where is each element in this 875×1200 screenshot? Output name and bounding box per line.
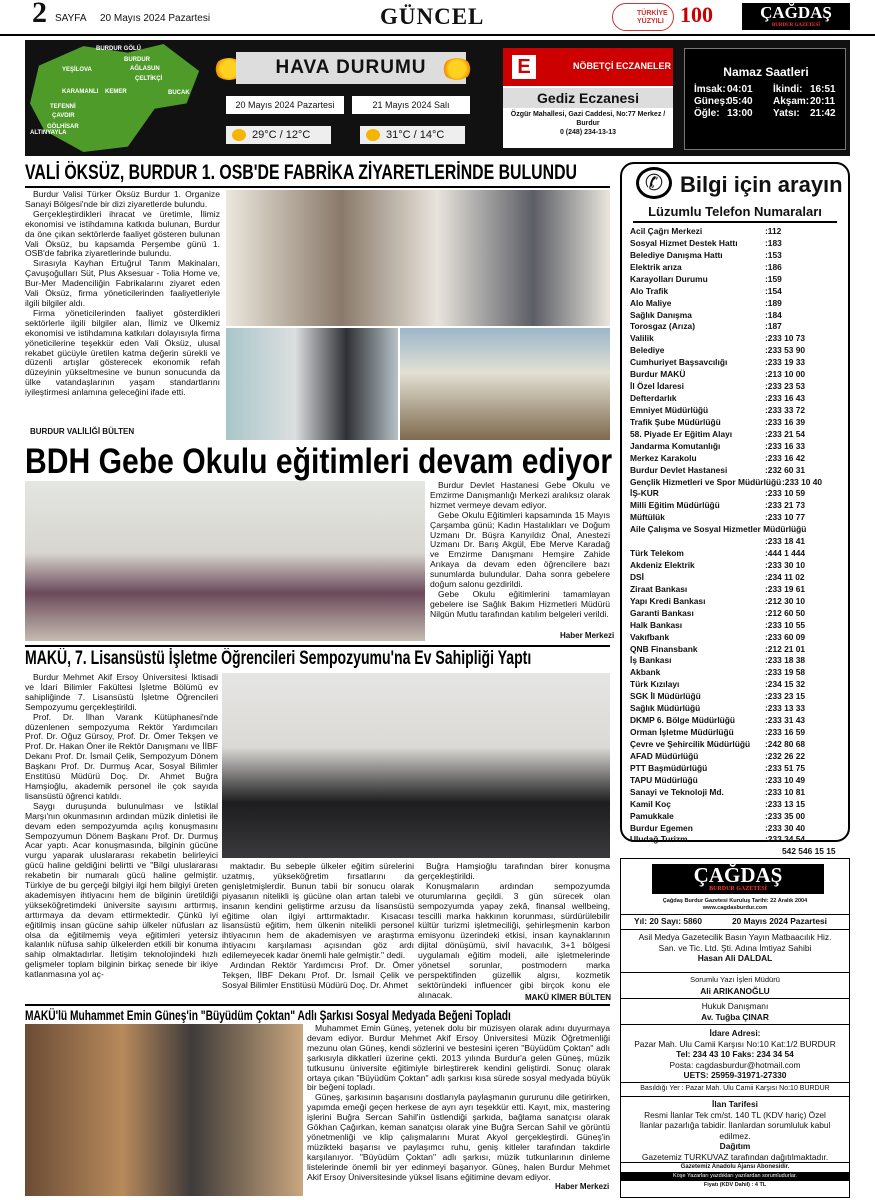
- phone-number: :242 80 68: [765, 738, 806, 749]
- phone-number: :233 19 61: [765, 583, 806, 594]
- phone-number: :183: [765, 237, 782, 248]
- phone-number: :213 10 00: [765, 369, 806, 380]
- phone-number: :233 23 15: [765, 691, 806, 702]
- phone-row: [630, 763, 844, 775]
- phone-number: :233 18 41: [765, 536, 806, 547]
- phone-number: 542 546 15 15: [782, 846, 836, 857]
- phone-label: 58. Piyade Er Eğitim Alayı: [630, 428, 733, 439]
- article-4-headline: MAKÜ'lü Muhammet Emin Güneş'in "Büyüdüm Çoktan" Adlı Şarkısı Sosyal Medyada Beğeni Topladı: [25, 1007, 511, 1023]
- imprint-print: Basıldığı Yer : Pazar Mah. Ulu Camii Karşısı No:10 BURDUR: [620, 1082, 850, 1095]
- phone-label: Acil Çağrı Merkezi: [630, 226, 703, 236]
- turkiye-yuzyili-logo: TÜRKİYE YÜZYILI: [612, 3, 674, 31]
- paragraph: Burdur Valisi Türker Öksüz Burdur 1. Organize Sanayi Bölgesi'nde bir dizi ziyaretlerde bulundu.: [25, 189, 220, 209]
- phone-row: [630, 667, 844, 679]
- article-2-photo-group: [25, 481, 425, 641]
- phone-row: [630, 572, 844, 584]
- phone-label: Cumhuriyet Başsavcılığı: [630, 357, 728, 368]
- phone-row: [630, 417, 844, 429]
- phone-label: Defterdarlık: [630, 393, 677, 404]
- pharmacy-name: Gediz Eczanesi: [503, 88, 673, 108]
- imprint-editor: Ali ARIKANOĞLU: [700, 985, 770, 996]
- phone-row: [630, 238, 844, 250]
- article-1-source: BURDUR VALİLİĞİ BÜLTEN: [30, 427, 135, 436]
- phone-row: [630, 250, 844, 262]
- divider: [25, 1004, 610, 1006]
- phone-number: :233 16 42: [765, 452, 806, 463]
- article-1-photo-factory: [400, 328, 610, 440]
- weather-day-1: 20 Mayıs 2024 Pazartesi: [226, 96, 344, 114]
- phone-row: [630, 608, 844, 620]
- phone-row: [630, 500, 844, 512]
- phone-label: PTT Başmüdürlüğü: [630, 762, 708, 773]
- article-3-source: MAKÜ KİMER BÜLTEN: [525, 993, 612, 1002]
- phone-label: Kamil Koç: [630, 798, 671, 809]
- phone-number: :212 30 10: [765, 595, 806, 606]
- phone-label: Belediye: [630, 345, 665, 356]
- phone-label: Torosgaz (Arıza): [630, 321, 695, 332]
- phone-label: Türk Kızılayı: [630, 679, 680, 690]
- phone-row: [630, 524, 844, 536]
- phone-row: [630, 286, 844, 298]
- phone-number: :233 23 53: [765, 381, 806, 392]
- phone-row: [630, 775, 844, 787]
- phone-label: Müftülük: [630, 512, 665, 523]
- article-3-col-1: [25, 673, 218, 1003]
- phone-row: [630, 751, 844, 763]
- phone-number: :233 16 59: [765, 727, 806, 738]
- phone-label: Sosyal Hizmet Destek Hattı: [630, 237, 738, 248]
- phone-row: [630, 823, 844, 835]
- sun-icon: [366, 129, 380, 141]
- phone-row: [630, 333, 844, 345]
- article-3-col-2: [222, 862, 414, 1004]
- phone-number: :234 11 02: [765, 571, 805, 582]
- phone-number: :233 10 40: [782, 476, 823, 487]
- imprint-email: Posta: cagdasburdur@hotmail.com: [669, 1059, 801, 1070]
- temp-1-text: 29°C / 12°C: [252, 129, 311, 141]
- map-label: ÇAVDIR: [52, 113, 75, 119]
- prayer-time: 21:42: [810, 108, 836, 119]
- paragraph: Saygı duruşunda bulunulması ve İstiklal Marşı'nın okunmasının ardından müzik dinletisi ile devam eden sempozyumda açılış konuşmasını Sempozyumun Dönem Başkanı Prof. Dr. Durmuş Acar yaptı. Acar konuşmasında, bilginin gücüne vurgu yaparak uluslararası rekabetin belirleyici gücü haline geldiğini belirtti ve "Bilgi uluslararası rekabetin bir numaralı gücü haline gelmiştir. Türkiye de bu gerçeği bilgiyi ilgi hem bilgiyi üreten akademisyen ihtiyacını hem de bilginin üretildiği yükseköğretimdeki üniversite sayısını arttırmış, arttırmaya da devam ettirmektedir. Çünkü iyi eğitilmiş insan gücüne sahip ülkeler nüfusları az olsa da eğitilmemiş veya eğitimleri yetersiz kalanlık nüfusa sahip ülkelerden etkili bir konuma sahip olmaktadırlar. İletişim teknolojindeki hızlı gelişmeler toplam bilginin birkaç senede bir ikiye katlanmasına yol aç-: [25, 800, 218, 980]
- phone-row: [630, 298, 844, 310]
- temp-2-text: 31°C / 14°C: [386, 129, 445, 141]
- imprint-issue-date: 20 Mayıs 2024 Pazartesi: [732, 916, 827, 926]
- map-label: AĞLASUN: [130, 66, 160, 72]
- imprint-address-block: [620, 1024, 850, 1084]
- phone-label: Burdur MAKÜ: [630, 369, 686, 380]
- prayer-label: Yatsı:: [773, 108, 800, 119]
- imprint-issue: Yıl: 20 Sayı: 5860: [634, 916, 702, 926]
- imprint-owner: Hasan Ali DALDAL: [697, 953, 773, 964]
- phone-row: [630, 691, 844, 703]
- paragraph: Burdur Devlet Hastanesi Gebe Okulu ve Emzirme Danışmanlığı Merkezi aralıksız olarak hizmet vermeye devam ediyor.: [430, 480, 610, 510]
- phone-row: [630, 739, 844, 751]
- phone-number: :159: [765, 273, 782, 284]
- phone-label: SGK İl Müdürlüğü: [630, 691, 701, 702]
- weather-title: HAVA DURUMU: [236, 52, 466, 84]
- phone-row: [630, 226, 844, 238]
- phone-number: :233 10 59: [765, 488, 806, 499]
- imprint-note: Köşe Yazarları yazdıkları yazılardan sorumludurlar.: [620, 1172, 850, 1181]
- imprint-owner-block: [620, 929, 850, 966]
- map-label: BURDUR: [124, 57, 150, 63]
- page-number: 2: [32, 0, 47, 29]
- phone-row: [630, 477, 844, 489]
- phone-number: :233 34 54: [765, 834, 806, 845]
- phone-number: :233 16 33: [765, 440, 806, 451]
- phone-directory-subtitle: Lüzumlu Telefon Numaraları: [633, 204, 837, 223]
- phone-row: [630, 310, 844, 322]
- phone-label: Alo Maliye: [630, 297, 672, 308]
- prayer-time: 04:01: [727, 84, 753, 95]
- phone-label: Sanayi ve Teknoloji Md.: [630, 786, 724, 797]
- phone-number: :184: [765, 309, 782, 320]
- map-label: YEŞİLOVA: [62, 67, 92, 73]
- 100-yil-logo: 100: [680, 2, 713, 27]
- phone-row: [630, 536, 844, 548]
- phone-label: Merkez Karakolu: [630, 452, 697, 463]
- map-label: ÇELTİKÇİ: [135, 76, 163, 82]
- phone-number: :233 21 54: [765, 428, 806, 439]
- phone-number: :112: [765, 226, 782, 236]
- phone-row: [630, 834, 844, 846]
- phone-number: :187: [765, 321, 782, 332]
- imprint-dist: Gazetemiz TURKUVAZ tarafından dağıtılmaktadır.: [641, 1151, 829, 1162]
- phone-number: :212 21 01: [765, 643, 806, 654]
- phone-number: :233 10 77: [765, 512, 806, 523]
- cagdas-logo-text: ÇAĞDAŞ: [760, 3, 832, 22]
- imprint-ad-block: [620, 1096, 850, 1165]
- phone-label: Belediye Danışma Hattı: [630, 249, 723, 260]
- phone-icon: ✆: [636, 167, 672, 199]
- imprint-web: www.cagdasburdur.com: [702, 905, 768, 911]
- phone-label: Burdur Egemen: [630, 822, 693, 833]
- phone-number: :233 53 90: [765, 345, 806, 356]
- phone-label: İl Özel İdaresi: [630, 381, 684, 392]
- paragraph: maktadır. Bu sebeple ülkeler eğitim sürelerini uzatmış, yükseköğretim fırsatlarını da genişletmişlerdir. Bunun tabii bir sonucu olarak piyasanın nitelikli iş gücüne olan artan talebi ve insanın kendini geliştirme arzusu da lisansüstü eğitime olan ilgiyi arttırmaktadır. Kısacası lisansüstü eğitim, hem ülkenin nitelikli personel ihtiyacının hem de akademisyen ve araştırma ihtiyacını karşılaması açısından göz ardı edilemeyecek kadar önemli hale gelmiştir." dedi.: [222, 861, 414, 961]
- phone-row: [630, 703, 844, 715]
- phone-label: Türk Telekom: [630, 548, 684, 559]
- imprint-editor-label: Sorumlu Yazı İşleri Müdürü: [690, 975, 780, 984]
- weather-day-2: 21 Mayıs 2024 Salı: [352, 96, 470, 114]
- phone-row: [630, 488, 844, 500]
- imprint-issue-row: [620, 914, 850, 928]
- phone-number: :186: [765, 261, 782, 272]
- map-label: GÖLHİSAR: [47, 124, 79, 130]
- phone-label: Uludağ Turizm: [630, 834, 688, 845]
- phone-label: Milli Eğitim Müdürlüğü: [630, 500, 720, 511]
- phone-label: Jandarma Komutanlığı: [630, 440, 721, 451]
- phone-label: Emniyet Müdürlüğü: [630, 404, 709, 415]
- phone-row: [630, 345, 844, 357]
- phone-number: :212 60 50: [765, 607, 806, 618]
- phone-label: Yapı Kredi Bankası: [630, 595, 706, 606]
- phone-row: [630, 321, 844, 333]
- phone-row: [630, 357, 844, 369]
- imprint-phone: Tel: 234 43 10 Faks: 234 34 54: [676, 1049, 794, 1060]
- phone-number: :233 21 73: [765, 500, 806, 511]
- phone-label: Halk Bankası: [630, 619, 683, 630]
- map-label: BURDUR GÖLÜ: [96, 46, 141, 52]
- paragraph: Ardından Rektör Yardımcısı Prof. Dr. Ömer Tekşen, İİBF Dekanı Prof. Dr. İsmail Çelik ve Sosyal Bilimler Enstitüsü Müdürü Doç. Dr. Ahmet: [222, 960, 414, 990]
- map-label: KARAMANLI: [62, 89, 99, 95]
- prayer-label: Güneş:: [694, 96, 729, 107]
- phone-label: Trafik Şube Müdürlüğü: [630, 416, 721, 427]
- map-label: TEFENNİ: [50, 104, 76, 110]
- imprint-legal-block: [620, 998, 850, 1024]
- article-3-headline: MAKÜ, 7. Lisansüstü İşletme Öğrencileri Sempozyumu'na Ev Sahipliği Yaptı: [25, 648, 532, 669]
- phone-number: :444 1 444: [765, 548, 806, 559]
- phone-row: [630, 620, 844, 632]
- phone-row: [630, 441, 844, 453]
- article-1-photo-visit: [226, 328, 398, 440]
- article-3-photo-musicians: [222, 673, 610, 858]
- section-title: GÜNCEL: [380, 4, 485, 29]
- phone-label: TAPU Müdürlüğü: [630, 774, 698, 785]
- phone-row: [630, 405, 844, 417]
- phone-number: :233 60 09: [765, 631, 806, 642]
- phone-number: :233 10 73: [765, 333, 806, 344]
- prayer-time: 13:00: [727, 108, 753, 119]
- phone-number: :233 30 40: [765, 822, 806, 833]
- phone-number: :154: [765, 285, 782, 296]
- weather-temp-2: [360, 126, 465, 144]
- phone-number: :233 13 33: [765, 703, 806, 714]
- prayer-title: Namaz Saatleri: [723, 65, 809, 79]
- prayer-time: 05:40: [727, 96, 753, 107]
- phone-label: Ziraat Bankası: [630, 583, 688, 594]
- article-4-photo-singer: [25, 1024, 303, 1196]
- imprint-legal: Av. Tuğba ÇINAR: [701, 1011, 769, 1022]
- pharmacy-address: [503, 110, 673, 137]
- paragraph: Prof. Dr. İlhan Varank Kütüphanesi'nde düzenlenen sempozyuma Rektör Yardımcıları Prof. Dr. Oğuz Gürsoy, Prof. Dr. Ömer Tekşen ve Prof. Dr. Hakan Öner ile Rektör Danışmanı ve İİBF Dekanı Prof. Dr. İsmail Çelik, Sempozyum Dönem Başkanı Prof. Dr. Durmuş Acar, Sosyal Bilimler Enstitüsü Müdürü Doç. Dr. Ahmet Buğra Hamşioğlu, akademik personel ile çok sayıda lisansüstü öğrenci katıldı.: [25, 711, 218, 801]
- phone-number: :153: [765, 249, 782, 260]
- prayer-label: İmsak:: [694, 84, 726, 95]
- phone-row: [630, 727, 844, 739]
- phone-label: Alo Trafik: [630, 285, 669, 296]
- phone-number: :233 10 55: [765, 619, 806, 630]
- phone-label: İŞ-KUR: [630, 488, 659, 499]
- sun-icon: [442, 58, 472, 80]
- phone-number: :233 16 39: [765, 416, 806, 427]
- imprint-editor-block: [620, 972, 850, 998]
- phone-label: DSİ: [630, 571, 644, 582]
- phone-label: Garanti Bankası: [630, 607, 694, 618]
- phone-row: [630, 644, 844, 656]
- prayer-label: Akşam:: [773, 96, 810, 107]
- imprint-price: Fiyatı (KDV Dahil) : 4 TL: [703, 1182, 767, 1188]
- issue-date: 20 Mayıs 2024 Pazartesi: [100, 13, 211, 24]
- phone-label: Akbank: [630, 667, 661, 678]
- pharmacy-phone: 0 (248) 234-13-13: [559, 129, 617, 136]
- phone-row: [630, 560, 844, 572]
- phone-row: [630, 429, 844, 441]
- phone-row: [630, 811, 844, 823]
- paragraph: Firma yöneticilerinden faaliyet gösterdikleri sektörlerle ilgili bilgiler alan, İlimiz ve Ülkemiz ekonomisi ve istihdamına katkıları dolayısıyla firma yöneticilerine teşekkür eden Vali Öksüz, ulusal rekabet gücüyle üretilen katma değerin sürekli ve düzenli artışlar gösterecek ekonomik refah düzeyinin yükseltmesine ve bunun sonucunda da ülke vatandaşlarının yaşam standartlarını iyileştirmesi anlamına geleceğini ifade etti.: [25, 307, 220, 398]
- imprint-logo: [652, 864, 824, 894]
- phone-number: :232 26 22: [765, 750, 806, 761]
- paragraph: Gebe Okulu Eğitimleri kapsamında 15 Mayıs Çarşamba günü; Kadın Hastalıkları ve Doğum Uzmanı Dr. Büşra Kanyıldız Önal, Anestezi Uzmanı Dr. Barış Akgül, Ebe Merve Karadağ ve Emzirme Danışmanı Hemşire Zahide Arıkaya da devam eden öğrencilere bazı sunumlarda bulundular. Daha sonra gebelere doğum salonu gezdirildi.: [430, 509, 610, 590]
- pharmacy-header: NÖBETÇİ ECZANELER: [503, 48, 673, 86]
- pharmacy-address-text: Özgür Mahallesi, Gazi Caddesi, No:77 Merkez / Burdur: [510, 111, 666, 127]
- phone-label: Gençlik Hizmetleri ve Spor Müdürlüğü: [630, 476, 782, 487]
- phone-row: [630, 465, 844, 477]
- prayer-label: İkindi:: [773, 84, 803, 95]
- article-1-photo-meeting: [226, 190, 610, 326]
- phone-number: :233 31 43: [765, 715, 806, 726]
- paragraph: Muhammet Emin Güneş, yetenek dolu bir müzisyen olarak adını duyurmaya devam ediyor. Burdur Mehmet Akif Ersoy Üniversitesi Müzik Öğretmenliği mezunu olan Güneş, kendi sözlerini ve bestesini içeren "Büyüdüm Çoktan" adlı şarkısıyla dikkatleri üzerine çekti. 2013 yılında Burdur'a gelen Güneş, müzik tutkusunu üniversite eğitimiyle birleştirerek kendini geliştirdi. Sonuç olarak ortaya çıkan "Büyüdüm Çoktan" adlı şarkısı kısa sürede sosyal medyada büyük bir beğeni topladı.: [307, 1023, 610, 1093]
- phone-label: Çevre ve Şehircilik Müdürlüğü: [630, 738, 751, 749]
- map-label: KEMER: [105, 89, 127, 95]
- phone-number: :233 16 43: [765, 393, 806, 404]
- paragraph: Güneş, şarkısının başarısını dostlarıyla paylaşmanın gururunu dile getirirken, yapımda emeği geçen herkese de ayrı ayrı teşekkür etti. Kayıt, mix, mastering işlerini Buğra Sercan Sahil'in üstlendiği şarkıda, bağlama sanatçısı olarak Gökhan Çağırkan, keman sanatçısı olarak yine Buğra Sercan Sahil ve görüntü yönetmenliği ve klip çalışmalarını Murat Akyol gerçekleştirdi. Güneş'in müzikteki başarısı ve paylaşımcı ruhu, geniş kitleler tarafından takdirle karşılanıyor. "Büyüdüm Çoktan" adlı şarkısı, müzik tutkunlarının dinleme listelerinde önemli bir yer edinmeyi başarıyor. Güneş, halen Burdur Mehmet Akif Ersoy Üniversitesinde yüksel lisans eğitimine devam ediyor.: [307, 1092, 610, 1182]
- imprint-logo-text: ÇAĞDAŞ: [693, 863, 783, 887]
- phone-row: [630, 632, 844, 644]
- article-1-headline: VALİ ÖKSÜZ, BURDUR 1. OSB'DE FABRİKA ZİYARETLERİNDE BULUNDU: [25, 161, 577, 184]
- phone-label: Vakıfbank: [630, 631, 670, 642]
- phone-label: Sağlık Müdürlüğü: [630, 703, 701, 714]
- paragraph: Buğra Hamşioğlu tarafından birer konuşma gerçekleştirildi.: [418, 861, 610, 881]
- imprint-address-label: İdare Adresi:: [709, 1028, 761, 1038]
- article-4-body: [307, 1024, 610, 1196]
- paragraph: Gerçekleştirdikleri ihracat ve üretimle, İlimiz ekonomisi ve istihdamına katkıda bulunan, Burdur da öne çıkan sektörlerde faaliyet gösteren bulunan Vali Öksüz, bu kapsamda Perşembe günü 1. OSB'de fabrika ziyaretlerinde bulundu.: [25, 208, 220, 259]
- paragraph: Burdur Mehmet Akif Ersoy Üniversitesi İktisadi ve İdari Bilimler Fakültesi İşletme Bölümü ev sahipliğinde 7. Lisansüstü İşletme Öğrencileri Sempozyumu gerçekleştirildi.: [25, 672, 218, 712]
- paragraph: Konuşmaların ardından sempozyumda oturumlarına geçildi. 3 gün sürecek olan sempozyumda yapay zekâ, finansal wellbeing, tescilli marka hakkının korunması, sürdürülebilir kültür turizmi işletmeciliği, şehirleşmenin karbon emisyonu üzerindeki etkisi, insan kaynaklarının dijital dönüşümü, sivil havacılık, 3+1 bölgesi uygulamalı eğitim modeli, aile işletmelerinde yönetsel sorunlar, postmodern marka perspektifinden güzellik algısı, kozmetik sektöründeki influencer gibi birçok konu ele alınacak.: [418, 880, 610, 1000]
- phone-row: [630, 787, 844, 799]
- phone-number: :233 33 72: [765, 404, 806, 415]
- phone-number: :233 10 81: [765, 786, 806, 797]
- imprint-legal-label: Hukuk Danışmanı: [701, 1001, 769, 1011]
- divider: [25, 186, 610, 188]
- phone-label: Akdeniz Elektrik: [630, 560, 695, 571]
- phone-label: Valilik: [630, 333, 654, 344]
- phone-label: Sağlık Danışma: [630, 309, 692, 320]
- paragraph: Gebe Okulu eğitimlerini tamamlayan gebelere ise Sağlık Bakım Hizmetleri Müdürü Nilgün Mutlu tarafından katılım belgeleri verildi.: [430, 588, 610, 619]
- cagdas-logo: [742, 3, 850, 30]
- imprint-member: Gazetemiz Anadolu Ajansı Abonesidir.: [620, 1162, 850, 1172]
- phone-number: :233 18 38: [765, 655, 806, 666]
- phone-label: Aile Çalışma ve Sosyal Hizmetler Müdürlüğü: [630, 524, 807, 535]
- article-2-source: Haber Merkezi: [560, 631, 615, 640]
- phone-number: :234 15 32: [765, 679, 806, 690]
- phone-row: [630, 799, 844, 811]
- imprint-founded: Çağdaş Burdur Gazetesi Kuruluş Tarihi: 22 Aralık 2004: [662, 898, 808, 904]
- prayer-time: 16:51: [810, 84, 836, 95]
- imprint-ad-text: Resmi İlanlar Tek cm/st. 140 TL (KDV hariç) Özel İlanlar pazarlığa tabidir. İlanlardan sorumluluk kabul edilmez.: [639, 1109, 831, 1141]
- phone-row: [630, 846, 844, 858]
- phone-row: [630, 548, 844, 560]
- phone-row: [630, 369, 844, 381]
- phone-label: Orman İşletme Müdürlüğü: [630, 727, 734, 738]
- phone-number: :233 10 49: [765, 774, 806, 785]
- article-1-body: [25, 190, 220, 438]
- pharmacy-e-icon: E: [512, 55, 536, 79]
- prayer-time: 20:11: [810, 96, 836, 107]
- map-label: BUCAK: [168, 90, 190, 96]
- paragraph: Sırasıyla Kayhan Ertuğrul Tarım Makinaları, Çavuşoğulları Süt, Plus Aksesuar - Tolia Home ve, Bur-Mer Madenciliğin Fabrikalarını ziyaret eden Vali Öksüz, firma yöneticilerinden faaliyetleriyle ilgili bilgiler aldı.: [25, 258, 220, 308]
- phone-row: [630, 596, 844, 608]
- phone-label: QNB Finansbank: [630, 643, 698, 654]
- phone-number: :233 35 00: [765, 810, 806, 821]
- phone-row: [630, 512, 844, 524]
- prayer-label: Öğle:: [694, 108, 720, 119]
- map-label: ALTINYAYLA: [30, 130, 67, 136]
- phone-number: :233 19 33: [765, 357, 806, 368]
- phone-label: Elektrik arıza: [630, 261, 682, 272]
- phone-row: [630, 655, 844, 667]
- article-2-headline: BDH Gebe Okulu eğitimleri devam ediyor: [25, 442, 613, 481]
- weather-temp-1: [226, 126, 331, 144]
- imprint-dist-label: Dağıtım: [719, 1141, 751, 1152]
- phone-row: [630, 715, 844, 727]
- phone-label: AFAD Müdürlüğü: [630, 750, 699, 761]
- imprint-owner-lines: Asil Medya Gazetecilik Basın Yayın Matbaacılık Hiz. San. ve Tic. Ltd. Şti. Adına İmtiyaz Sahibi: [638, 932, 832, 953]
- phone-label: Burdur Devlet Hastanesi: [630, 464, 728, 475]
- page-label: SAYFA: [55, 13, 87, 24]
- phone-number: :233 13 15: [765, 798, 806, 809]
- imprint-logo-sub: BURDUR GAZETESİ: [709, 886, 767, 892]
- phone-label: Pamukkale: [630, 810, 674, 821]
- phone-row: [630, 393, 844, 405]
- phone-row: [630, 679, 844, 691]
- phone-number: :233 51 75: [765, 762, 806, 773]
- phone-number: :232 60 31: [765, 464, 806, 475]
- divider: [25, 645, 610, 647]
- phone-row: [630, 262, 844, 274]
- cagdas-logo-sub: BURDUR GAZETESİ: [771, 23, 821, 28]
- phone-row: [630, 453, 844, 465]
- article-2-body: [430, 481, 610, 643]
- phone-row: [630, 584, 844, 596]
- phone-number: :189: [765, 297, 782, 308]
- phone-label: DKMP 6. Bölge Müdürlüğü: [630, 715, 735, 726]
- phone-number: :233 19 58: [765, 667, 806, 678]
- imprint-address: Pazar Mah. Ulu Camii Karşısı No:10 Kat:1/2 BURDUR: [634, 1038, 836, 1049]
- phone-number: :233 30 10: [765, 560, 806, 571]
- phone-label: İş Bankası: [630, 655, 672, 666]
- article-4-source: Haber Merkezi: [555, 1182, 610, 1191]
- phone-row: [630, 381, 844, 393]
- phone-row: [630, 274, 844, 286]
- phone-directory-title: Bilgi için arayın: [680, 172, 843, 197]
- imprint-ad-label: İlan Tarifesi: [712, 1099, 758, 1109]
- imprint-uets: UETS: 25959-31971-27330: [683, 1070, 787, 1081]
- phone-label: Karayolları Durumu: [630, 273, 708, 284]
- sun-icon: [232, 129, 246, 141]
